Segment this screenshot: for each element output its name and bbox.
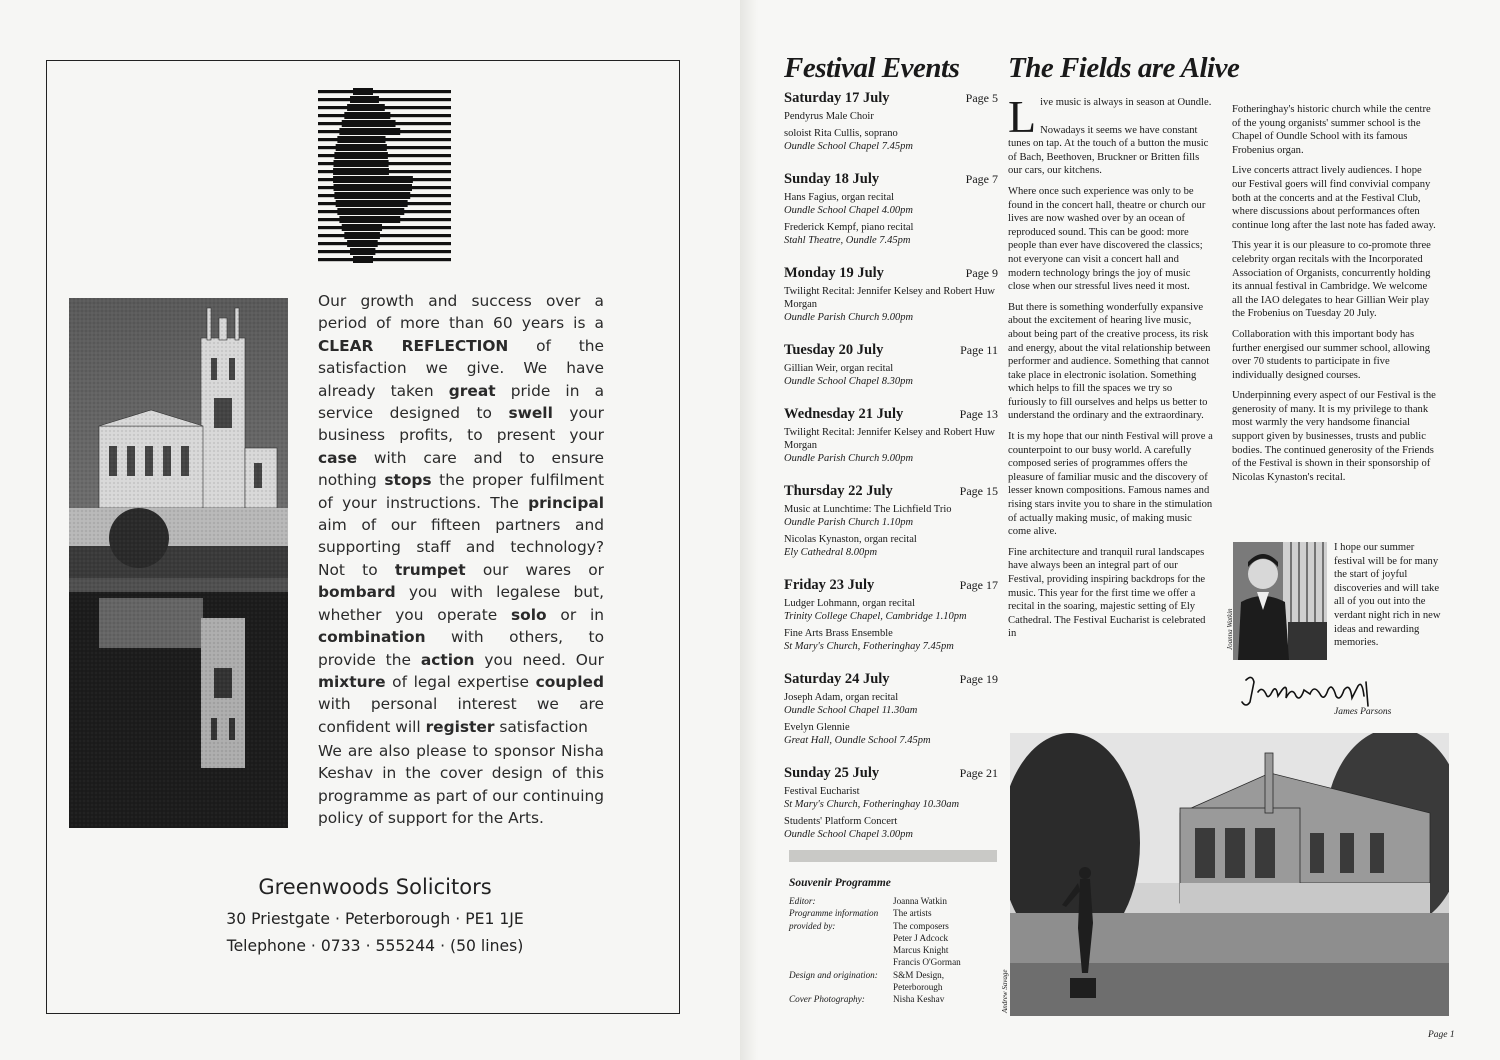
- event-date: Tuesday 20 July: [784, 342, 884, 358]
- logo-band: [339, 216, 400, 223]
- telephone-code: 0733: [320, 937, 361, 955]
- event-venue: Oundle School Chapel 11.30am: [784, 705, 918, 716]
- logo-stripe: [318, 234, 451, 237]
- event-performer: soloist Rita Cullis, soprano: [784, 128, 898, 139]
- address-postcode: PE1 1JE: [465, 910, 524, 928]
- events-heading: Festival Events: [784, 52, 960, 84]
- credit-label: Cover Photography:: [789, 994, 865, 1005]
- logo-stripe: [318, 98, 451, 101]
- event-performer: Ludger Lohmann, organ recital: [784, 598, 916, 609]
- page-number: Page 1: [1428, 1030, 1455, 1040]
- event-header: [784, 342, 998, 362]
- text-run: of the satisfaction we give. We have already taken: [318, 336, 604, 400]
- credit-label: Editor:: [789, 896, 816, 906]
- souvenir-title: Souvenir Programme: [789, 877, 891, 889]
- logo-stripe: [318, 226, 451, 229]
- address-street: 30 Priestgate: [226, 910, 330, 928]
- events-list: [784, 90, 998, 841]
- logo-band: [337, 136, 385, 143]
- credit-label: Design and origination:: [789, 969, 878, 980]
- event-performer: Frederick Kempf, piano recital: [784, 222, 914, 233]
- event-performer: Students' Platform Concert: [784, 816, 898, 827]
- credit-value-line: Joanna Watkin: [893, 896, 947, 906]
- article-paragraph: Underpinning every aspect of our Festival is the generosity of many. It is my privilege to thank most warmly the very handsome financial support given by businesses, trusts and public bodies. The continued generosity of the Friends of the Festival is shown in their sponsorship of Nicolas Kynaston's recital.: [1232, 390, 1436, 483]
- logo-band: [336, 200, 408, 207]
- text-run: you need. Our: [474, 650, 604, 669]
- event-entry: [784, 765, 998, 841]
- church-photo-credit: Andrew Savage: [1001, 969, 1009, 1013]
- event-date: Monday 19 July: [784, 265, 884, 281]
- emphasis-word: principal: [528, 493, 604, 512]
- portrait-photo-credit: Joanna Watkin: [1226, 608, 1234, 650]
- emphasis-word: solo: [511, 605, 547, 624]
- logo-band: [344, 112, 390, 119]
- james-parsons-signature: [1240, 672, 1380, 710]
- logo-band: [353, 256, 373, 263]
- page-gutter: [740, 0, 758, 1060]
- logo-band: [333, 176, 413, 183]
- separator: ·: [334, 910, 340, 928]
- event-venue: Stahl Theatre, Oundle 7.45pm: [784, 235, 911, 246]
- article-paragraph: But there is something wonderfully expansive about the excitement of hearing live music, about being part of the creative process, its risk and energy, about the vital relationship between performer and audience. Something that cannot take place in electronic isolation. Something which helps to fill the spaces we try so furiously to fill ourselves and helps us better to understand the ordinary and the extraordinary.: [1008, 301, 1211, 422]
- logo-stripe: [318, 242, 451, 245]
- event-entry: [784, 342, 998, 388]
- event-page-ref: Page 9: [965, 266, 998, 280]
- logo-band: [347, 104, 385, 111]
- text-run: Our growth and success over a period of more than 60 years is a: [318, 292, 604, 333]
- event-entry: [784, 483, 998, 559]
- event-entry: [784, 671, 998, 747]
- credit-value-line: Marcus Knight: [893, 945, 949, 956]
- logo-band: [333, 168, 389, 175]
- event-page-ref: Page 17: [959, 578, 998, 592]
- credit-row: [789, 969, 989, 994]
- advert-sponsor-text: We are also please to sponsor Nisha Keshav in the cover design of this programme as part of our continuing policy of support for the Arts.: [318, 742, 604, 828]
- event-page-ref: Page 15: [959, 484, 998, 498]
- firm-name-main: Greenwoods: [258, 875, 390, 899]
- text-run: pride in a service designed to: [318, 381, 605, 423]
- event-venue: St Mary's Church, Fotheringhay 10.30am: [784, 799, 960, 810]
- article-paragraph: Fotheringhay's historic church while the centre of the young organists' summer school is the Chapel of Oundle School with its famous Frobenius organ.: [1232, 104, 1431, 156]
- article-column-2: [1232, 103, 1438, 491]
- event-date: Saturday 24 July: [784, 671, 890, 687]
- event-page-ref: Page 19: [959, 672, 998, 686]
- text-run: or in: [546, 605, 604, 624]
- event-header: [784, 265, 998, 285]
- event-page-ref: Page 21: [959, 766, 998, 780]
- event-date: Friday 23 July: [784, 577, 875, 593]
- event-venue: Ely Cathedral 8.00pm: [784, 547, 878, 558]
- emphasis-word: trumpet: [394, 560, 466, 579]
- emphasis-word: stops: [384, 471, 432, 490]
- event-performer: Joseph Adam, organ recital: [784, 692, 899, 703]
- greenwoods-logo: [318, 87, 451, 267]
- credit-row: [789, 993, 989, 1005]
- opening-text: ive music is always in season at Oundle.: [1040, 97, 1212, 108]
- logo-band: [342, 120, 396, 127]
- event-page-ref: Page 11: [960, 343, 998, 357]
- logo-stripe: [318, 258, 451, 261]
- emphasis-word: bombard: [318, 583, 396, 602]
- event-header: [784, 671, 998, 691]
- drop-cap: L: [1008, 91, 1037, 142]
- credit-value: [893, 907, 989, 968]
- credit-value-line: The composers: [893, 920, 949, 931]
- separator: ·: [365, 937, 371, 955]
- logo-band: [353, 88, 373, 95]
- text-run: of legal expertise: [385, 672, 536, 691]
- event-entry: [784, 265, 998, 324]
- event-date: Sunday 25 July: [784, 765, 880, 781]
- credit-value-line: Peter J Adcock: [893, 932, 949, 943]
- separator: ·: [455, 910, 461, 928]
- article-paragraph: Collaboration with this important body has further energised our summer school, allowing over 70 students to participate in five individually designed courses.: [1232, 328, 1431, 381]
- event-venue: Great Hall, Oundle School 7.45pm: [784, 735, 931, 746]
- event-performer: Nicolas Kynaston, organ recital: [784, 534, 917, 545]
- article-paragraph: Fine architecture and tranquil rural landscapes have always been an integral part of our Festival, providing inspiring backdrops for the music. This year for the first time we offer a recital in the soaring, majestic setting of Ely Cathedral. The Festival Eucharist is celebrated in: [1008, 546, 1206, 640]
- event-entry: [784, 171, 998, 247]
- event-venue: Oundle Parish Church 1.10pm: [784, 517, 914, 528]
- event-header: [784, 171, 998, 191]
- james-parsons-portrait: [1233, 542, 1327, 660]
- logo-stripe: [318, 250, 451, 253]
- emphasis-word: mixture: [318, 672, 386, 691]
- telephone-lines: (50 lines): [450, 937, 524, 955]
- closing-message: I hope our summer festival will be for many the start of joyful discoveries and will take all of you out into the verdant night rich in new ideas and rewarding memories.: [1334, 542, 1441, 649]
- credit-value: [893, 993, 989, 1005]
- event-performer: Hans Fagius, organ recital: [784, 192, 895, 203]
- event-venue: Oundle School Chapel 3.00pm: [784, 829, 913, 840]
- logo-band: [334, 152, 388, 159]
- event-header: [784, 90, 998, 110]
- text-run: you with legalese but, whether you operate: [318, 583, 604, 624]
- text-run: with others, to provide the: [318, 628, 604, 669]
- article-paragraph: [1008, 91, 1213, 142]
- event-header: [784, 483, 998, 503]
- text-run: with care and to ensure nothing: [318, 448, 604, 490]
- event-header: [784, 765, 998, 785]
- event-entry: [784, 406, 998, 465]
- oundle-chapel-photo: [1010, 733, 1449, 1016]
- credit-value: [893, 969, 989, 994]
- event-venue: Oundle School Chapel 7.45pm: [784, 141, 913, 152]
- credit-value-line: Francis O'Gorman: [893, 957, 961, 968]
- logo-band: [350, 96, 379, 103]
- logo-band: [337, 208, 404, 215]
- address-town: Peterborough: [344, 910, 451, 928]
- event-date: Thursday 22 July: [784, 483, 893, 499]
- church-reflection-photo: [69, 298, 288, 828]
- credit-label: Programme information provided by:: [789, 908, 879, 931]
- article-paragraph: It is my hope that our ninth Festival will prove a counterpoint to our busy world. A carefully composed series of programmes offers the pleasure of familiar music and the discovery of lesser known compositions. Famous names and rising stars invite you to share in the stimulation of actually making music, of making music come alive.: [1008, 431, 1213, 538]
- event-date: Saturday 17 July: [784, 90, 890, 106]
- text-run: the proper fulfilment of your instructions. The: [318, 471, 604, 512]
- credit-value-line: Nisha Keshav: [893, 994, 945, 1005]
- event-header: [784, 577, 998, 597]
- advert-body-text: [318, 290, 604, 738]
- event-venue: Oundle School Chapel 4.00pm: [784, 205, 913, 216]
- event-header: [784, 406, 998, 426]
- logo-band: [334, 184, 412, 191]
- credit-value-line: Peterborough: [893, 982, 943, 993]
- logo-band: [334, 192, 410, 199]
- logo-band: [339, 128, 400, 135]
- event-venue: Trinity College Chapel, Cambridge 1.10pm: [784, 611, 967, 622]
- event-performer: Twilight Recital: Jennifer Kelsey and Robert Huw Morgan: [784, 427, 995, 451]
- event-venue: St Mary's Church, Fotheringhay 7.45pm: [784, 641, 954, 652]
- telephone-number: 555244: [375, 937, 436, 955]
- event-date: Wednesday 21 July: [784, 406, 904, 422]
- emphasis-word: register: [425, 717, 495, 736]
- firm-name: [0, 875, 750, 899]
- event-venue: Oundle School Chapel 8.30pm: [784, 376, 913, 387]
- emphasis-word: combination: [318, 628, 426, 647]
- article-paragraph: Where once such experience was only to be found in the concert hall, theatre or church our lives are now washed over by an ocean of reproduced sound. This can be good: more people than ever have discovered the classics; not everyone can visit a concert hall and modern technology brings the joy of music close when our stressful lives need it most.: [1008, 185, 1206, 293]
- credit-value: [893, 895, 989, 907]
- logo-stripe: [318, 90, 451, 93]
- event-performer: Festival Eucharist: [784, 786, 860, 797]
- emphasis-word: great: [448, 381, 496, 400]
- credit-value-line: S&M Design,: [893, 969, 945, 980]
- emphasis-word: case: [318, 448, 358, 467]
- emphasis-word: swell: [508, 404, 553, 423]
- divider-bar: [789, 850, 997, 862]
- logo-band: [342, 224, 382, 231]
- logo-band: [350, 248, 375, 255]
- credit-row: [789, 895, 989, 907]
- logo-band: [344, 232, 380, 239]
- event-performer: Evelyn Glennie: [784, 722, 850, 733]
- event-page-ref: Page 13: [959, 407, 998, 421]
- article-heading: The Fields are Alive: [1008, 52, 1240, 84]
- firm-name-suffix: Solicitors: [389, 875, 492, 899]
- event-venue: Oundle Parish Church 9.00pm: [784, 312, 914, 323]
- event-entry: [784, 90, 998, 153]
- event-date: Sunday 18 July: [784, 171, 880, 187]
- text-run: with personal interest we are confident will: [318, 695, 604, 736]
- separator: ·: [310, 937, 316, 955]
- emphasis-word: coupled: [535, 672, 604, 691]
- article-column-1: [1008, 91, 1213, 648]
- text-run: our wares or: [465, 560, 604, 579]
- separator: ·: [440, 937, 446, 955]
- telephone-label: Telephone: [226, 937, 306, 955]
- logo-band: [336, 144, 387, 151]
- event-performer: Music at Lunchtime: The Lichfield Trio: [784, 504, 952, 515]
- event-performer: Fine Arts Brass Ensemble: [784, 628, 893, 639]
- article-paragraph: Live concerts attract lively audiences. I hope our Festival goers will find convivial company both at the concerts and at the Festival Club, where discussions about performances often continue long after the last note has faded away.: [1232, 165, 1436, 231]
- programme-credits: [789, 895, 989, 1006]
- logo-band: [334, 160, 389, 167]
- event-venue: Oundle Parish Church 9.00pm: [784, 453, 914, 464]
- event-performer: Gillian Weir, organ recital: [784, 363, 894, 374]
- firm-address: [0, 910, 750, 928]
- emphasis-word: action: [420, 650, 475, 669]
- event-page-ref: Page 5: [965, 91, 998, 105]
- event-page-ref: Page 7: [965, 172, 998, 186]
- signatory-name: James Parsons: [1334, 707, 1392, 717]
- event-performer: Twilight Recital: Jennifer Kelsey and Robert Huw Morgan: [784, 286, 995, 310]
- credit-value-line: The artists: [893, 908, 932, 919]
- emphasis-word: CLEAR REFLECTION: [318, 336, 509, 355]
- event-performer: Pendyrus Male Choir: [784, 111, 874, 122]
- article-paragraph: Nowadays it seems we have constant tunes on tap. At the touch of a button the music of Bach, Beethoven, Bruckner or Britten fills our cars, our kitchens.: [1008, 124, 1209, 177]
- text-run: satisfaction: [494, 717, 588, 736]
- article-paragraph: This year it is our pleasure to co-promote three celebrity organ recitals with the Incorporated Association of Organists, concurrently holding its annual festival in Cambridge. We welcome all the IAO delegates to hear Gillian Weir play the Frobenius on Tuesday 20 July.: [1232, 240, 1431, 320]
- firm-telephone: [0, 937, 750, 955]
- credit-row: [789, 907, 989, 968]
- text-run: aim of our fifteen partners and supporting staff and technology? Not to: [318, 516, 604, 579]
- text-run: your business profits, to present your: [318, 404, 604, 445]
- event-entry: [784, 577, 998, 653]
- logo-band: [347, 240, 378, 247]
